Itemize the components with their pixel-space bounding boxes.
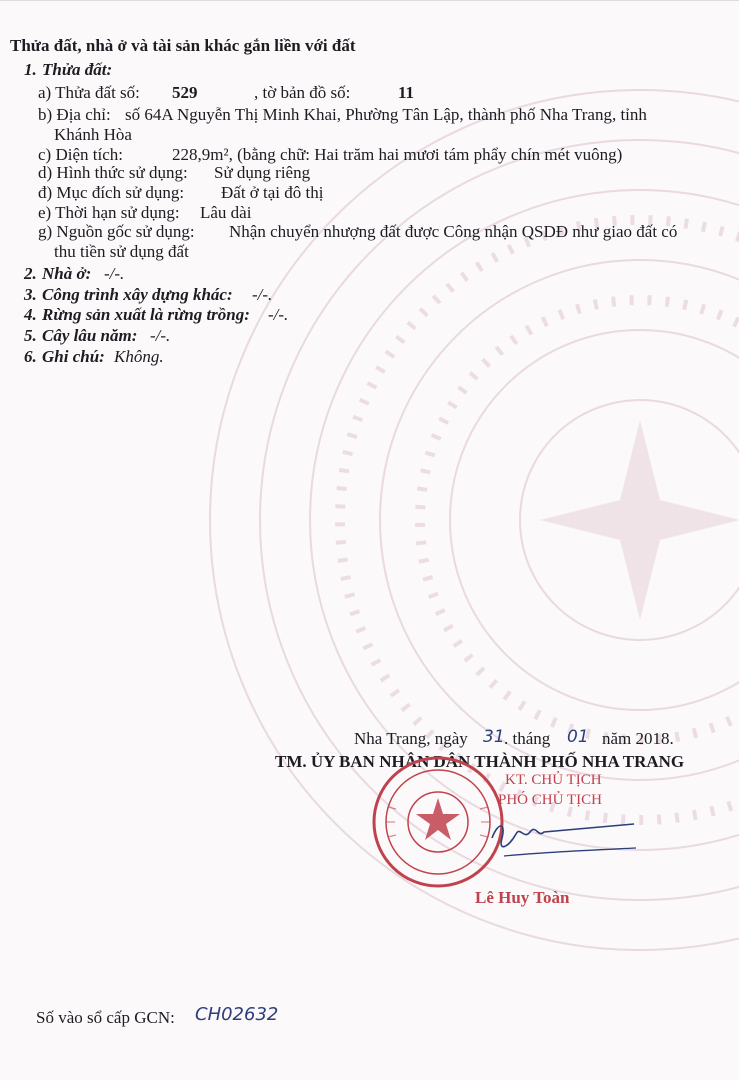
item-4-number: 4. (24, 305, 37, 324)
address-value-line1: số 64A Nguyễn Thị Minh Khai, Phường Tân Lập, thành phố Nha Trang, tỉnh (125, 105, 647, 124)
item-5-number: 5. (24, 326, 37, 345)
item-1-number: 1. (24, 60, 37, 79)
usage-origin-value-line2: thu tiền sử dụng đất (54, 242, 189, 261)
item-5-value: -/-. (150, 326, 171, 345)
item-3-value: -/-. (252, 285, 273, 304)
usage-term-value: Lâu dài (200, 203, 252, 222)
plot-number-label: a) Thửa đất số: (38, 83, 140, 102)
item-2-label: Nhà ở: (42, 264, 92, 283)
address-value-line2: Khánh Hòa (54, 125, 132, 144)
item-6-label: Ghi chú: (42, 347, 105, 366)
item-3-label: Công trình xây dựng khác: (42, 285, 233, 304)
usage-origin-value-line1: Nhận chuyển nhượng đất được Công nhận QSDĐ như giao đất có (229, 222, 678, 241)
signer-role-1: KT. CHỦ TỊCH (505, 772, 602, 788)
usage-purpose-label: đ) Mục đích sử dụng: (38, 183, 185, 202)
item-1-label: Thửa đất: (42, 60, 113, 79)
item-4-value: -/-. (268, 305, 289, 324)
plot-number-value: 529 (172, 83, 198, 102)
area-label: c) Diện tích: (38, 145, 123, 164)
item-3-number: 3. (24, 285, 37, 304)
usage-origin-label: g) Nguồn gốc sử dụng: (38, 222, 195, 241)
item-4-label: Rừng sản xuất là rừng trồng: (42, 305, 250, 324)
section-title: Thửa đất, nhà ở và tài sản khác gắn liền với đất (10, 36, 356, 55)
handwritten-signature (484, 808, 644, 868)
registry-number-value: CH02632 (195, 1004, 279, 1025)
item-6-number: 6. (24, 347, 37, 366)
address-label: b) Địa chỉ: (38, 105, 111, 124)
signer-role-2: PHÓ CHỦ TỊCH (498, 792, 602, 808)
signing-year: năm 2018. (602, 729, 674, 748)
issuing-authority: TM. ỦY BAN NHÂN DÂN THÀNH PHỐ NHA TRANG (275, 752, 685, 771)
map-sheet-label: , tờ bản đồ số: (254, 83, 351, 102)
signing-month: 01 (567, 727, 589, 747)
registry-number-label: Số vào sổ cấp GCN: (36, 1008, 175, 1027)
area-value: 228,9m², (bằng chữ: Hai trăm hai mươi tám phẩy chín mét vuông) (172, 145, 623, 164)
signer-name: Lê Huy Toàn (475, 888, 570, 907)
signing-month-label: . tháng (504, 729, 551, 748)
item-2-value: -/-. (104, 264, 125, 283)
item-6-value: Không. (114, 347, 164, 366)
usage-term-label: e) Thời hạn sử dụng: (38, 203, 180, 222)
map-sheet-value: 11 (398, 83, 415, 102)
usage-form-value: Sử dụng riêng (214, 163, 311, 182)
usage-purpose-value: Đất ở tại đô thị (221, 183, 324, 202)
signing-place: Nha Trang, ngày (354, 729, 468, 748)
signing-day: 31 (483, 727, 505, 747)
item-2-number: 2. (24, 264, 37, 283)
usage-form-label: d) Hình thức sử dụng: (38, 163, 188, 182)
item-5-label: Cây lâu năm: (42, 326, 138, 345)
